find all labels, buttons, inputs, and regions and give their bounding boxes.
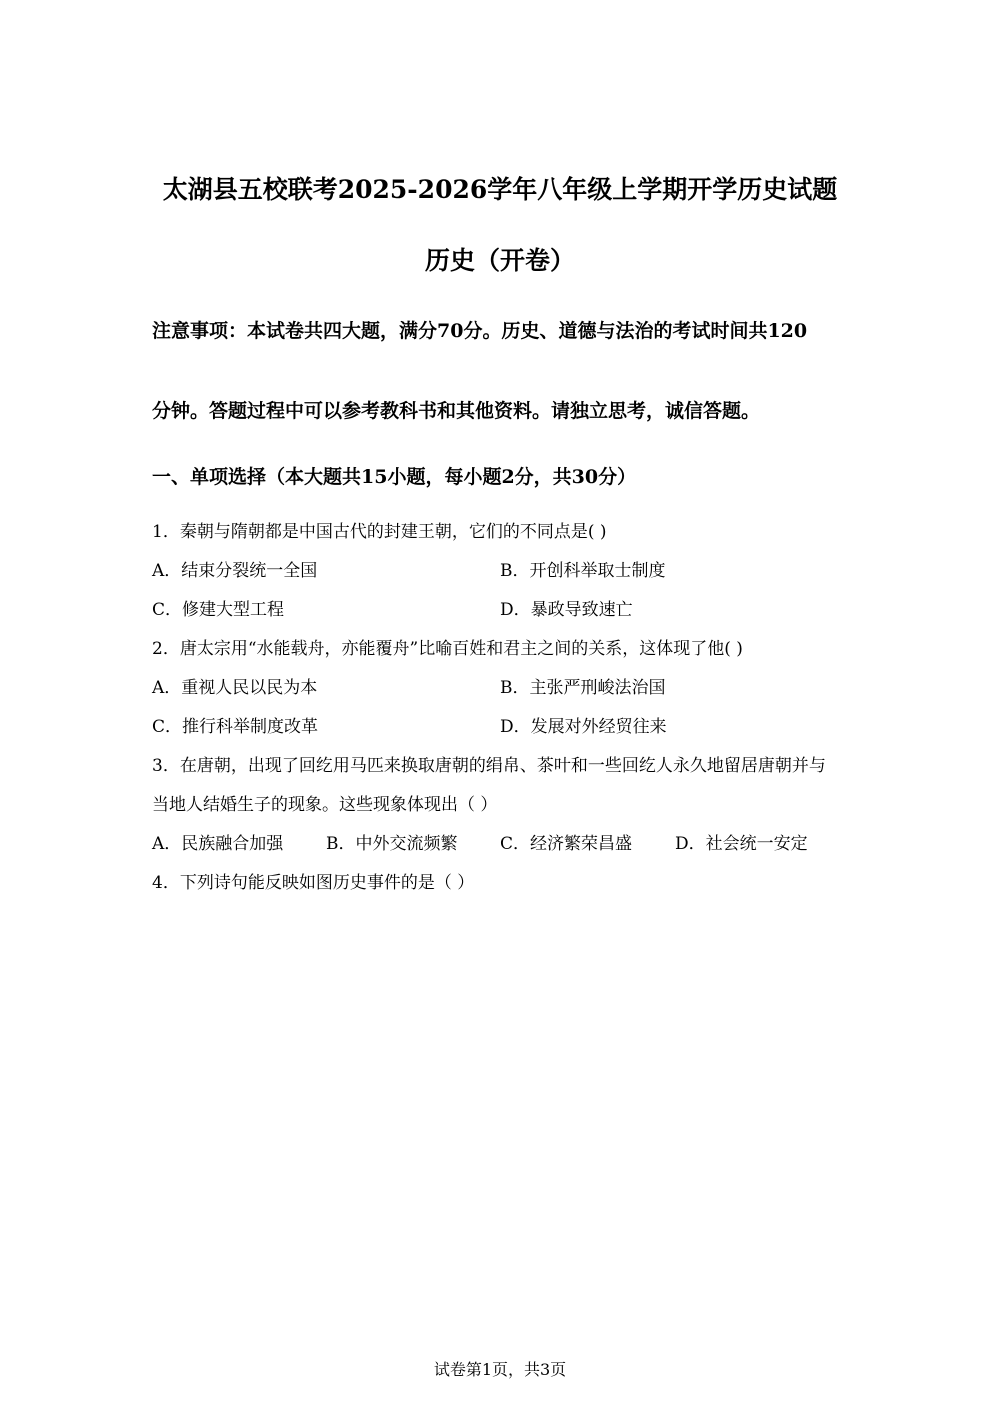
question-1-option-d: D．暴政导致速亡 <box>500 600 633 620</box>
notice-line-2: 分钟。答题过程中可以参考教科书和其他资料。请独立思考，诚信答题。 <box>152 400 761 422</box>
question-2-option-c: C．推行科举制度改革 <box>152 717 319 737</box>
page-footer: 试卷第1页，共3页 <box>433 1360 567 1379</box>
question-1-option-c: C．修建大型工程 <box>152 600 285 620</box>
question-3-stem-line-2: 当地人结婚生子的现象。这些现象体现出（ ） <box>152 795 498 815</box>
exam-title: 太湖县五校联考2025-2026学年八年级上学期开学历史试题 <box>162 175 838 204</box>
question-4-stem: 4．下列诗句能反映如图历史事件的是（ ） <box>152 873 475 893</box>
notice-line-1: 注意事项：本试卷共四大题，满分70分。历史、道德与法治的考试时间共120 <box>152 320 808 342</box>
question-2-option-d: D．发展对外经贸往来 <box>500 717 667 737</box>
question-3-stem-line-1: 3．在唐朝，出现了回纥用马匹来换取唐朝的绢帛、茶叶和一些回纥人永久地留居唐朝并与 <box>152 756 826 776</box>
question-2-stem: 2．唐太宗用“水能载舟，亦能覆舟”比喻百姓和君主之间的关系，这体现了他( ) <box>152 639 743 659</box>
exam-subtitle: 历史（开卷） <box>424 246 575 275</box>
question-1-option-a: A．结束分裂统一全国 <box>152 561 318 581</box>
section-heading: 一、单项选择（本大题共15小题，每小题2分，共30分） <box>152 466 637 488</box>
question-2-option-b: B．主张严刑峻法治国 <box>500 678 666 698</box>
question-3-option-c: C．经济繁荣昌盛 <box>500 834 633 854</box>
question-3-option-d: D．社会统一安定 <box>675 834 808 854</box>
question-1-option-b: B．开创科举取士制度 <box>500 561 666 581</box>
question-2-option-a: A．重视人民以民为本 <box>152 678 318 698</box>
question-1-stem: 1．秦朝与隋朝都是中国古代的封建王朝，它们的不同点是( ) <box>152 522 607 542</box>
question-3-option-a: A．民族融合加强 <box>152 834 284 854</box>
question-3-option-b: B．中外交流频繁 <box>326 834 458 854</box>
